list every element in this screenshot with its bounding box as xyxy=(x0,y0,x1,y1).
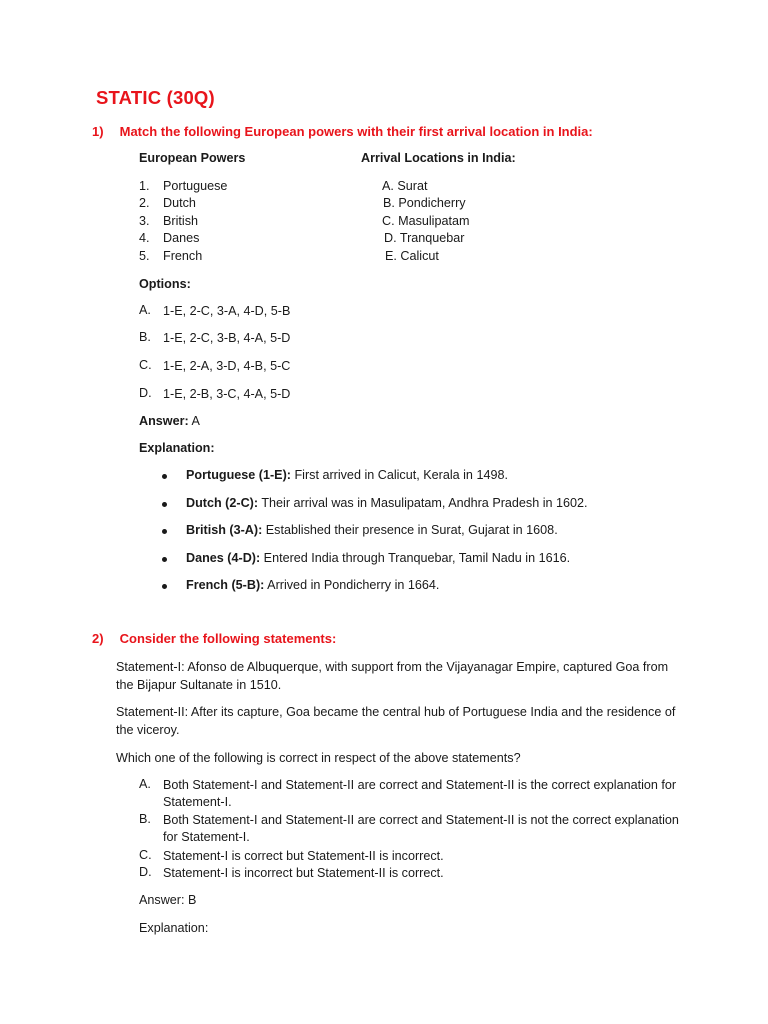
option-text: 1-E, 2-C, 3-B, 4-A, 5-D xyxy=(163,331,291,345)
explanation-key: Dutch (2-C): xyxy=(186,496,259,510)
question-2-answer: Answer: B xyxy=(139,893,197,907)
question-2-prompt: Which one of the following is correct in respect of the above statements? xyxy=(116,751,521,765)
option-text: 1-E, 2-B, 3-C, 4-A, 5-D xyxy=(163,387,291,401)
statement-2: Statement-II: After its capture, Goa became the central hub of Portuguese India and the residence of the viceroy. xyxy=(116,705,676,737)
question-2-heading xyxy=(92,631,336,646)
column-header-european-powers: European Powers xyxy=(139,151,246,165)
list-item-location: D. Tranquebar xyxy=(384,231,465,245)
bullet-icon xyxy=(162,529,167,534)
bullet-icon xyxy=(162,502,167,507)
list-item-number: 3. xyxy=(139,214,150,228)
question-1-text: Match the following European powers with their first arrival location in India: xyxy=(119,124,593,139)
explanation-key: Portuguese (1-E): xyxy=(186,468,291,482)
explanation-text: Their arrival was in Masulipatam, Andhra Pradesh in 1602. xyxy=(258,496,588,510)
list-item xyxy=(186,578,439,592)
explanation-key: Danes (4-D): xyxy=(186,551,261,565)
list-item xyxy=(186,496,588,510)
list-item-location: C. Masulipatam xyxy=(382,214,470,228)
option-text: Both Statement-I and Statement-II are correct and Statement-II is not the correct explanation for Statement-I. xyxy=(163,813,679,844)
explanation-key: French (5-B): xyxy=(186,578,265,592)
list-item xyxy=(186,551,570,565)
options-label: Options: xyxy=(139,277,191,291)
list-item-number: 2. xyxy=(139,196,150,210)
list-item-power: British xyxy=(163,214,198,228)
list-item-location: A. Surat xyxy=(382,179,428,193)
list-item xyxy=(186,468,508,482)
explanation-text: First arrived in Calicut, Kerala in 1498. xyxy=(290,468,508,482)
question-1-answer xyxy=(139,413,200,430)
statement-1: Statement-I: Afonso de Albuquerque, with support from the Vijayanagar Empire, captured Goa from the Bijapur Sultanate in 1510. xyxy=(116,660,669,692)
list-item-power: Danes xyxy=(163,231,200,245)
list-item-number: 5. xyxy=(139,249,150,263)
option-text: Both Statement-I and Statement-II are correct and Statement-II is the correct explanation for Statement-I. xyxy=(163,778,677,809)
list-item xyxy=(186,523,558,537)
question-1-heading xyxy=(92,124,593,139)
list-item-power: French xyxy=(163,249,203,263)
option-letter: D. xyxy=(139,865,152,879)
bullet-icon xyxy=(162,584,167,589)
option-text: Statement-I is correct but Statement-II is incorrect. xyxy=(163,849,444,863)
option-letter: D. xyxy=(139,386,152,400)
question-2-text: Consider the following statements: xyxy=(119,631,337,646)
option-letter: B. xyxy=(139,330,151,344)
option-letter: A. xyxy=(139,777,151,791)
option-letter: C. xyxy=(139,848,152,862)
list-item-power: Dutch xyxy=(163,196,196,210)
column-header-arrival-locations: Arrival Locations in India: xyxy=(361,151,516,165)
list-item-number: 4. xyxy=(139,231,150,245)
list-item-number: 1. xyxy=(139,179,150,193)
list-item-location: E. Calicut xyxy=(385,249,439,263)
option-letter: C. xyxy=(139,358,152,372)
answer-value: A xyxy=(188,414,200,428)
bullet-icon xyxy=(162,557,167,562)
list-item-location: B. Pondicherry xyxy=(383,196,466,210)
question-2-explanation-label: Explanation: xyxy=(139,921,209,935)
bullet-icon xyxy=(162,474,167,479)
explanation-text: Entered India through Tranquebar, Tamil Nadu in 1616. xyxy=(260,551,571,565)
option-text: 1-E, 2-A, 3-D, 4-B, 5-C xyxy=(163,359,291,373)
option-letter: A. xyxy=(139,303,151,317)
option-text: Statement-I is incorrect but Statement-II is correct. xyxy=(163,866,444,880)
question-2-number: 2) xyxy=(92,631,104,646)
explanation-text: Arrived in Pondicherry in 1664. xyxy=(264,578,440,592)
explanation-key: British (3-A): xyxy=(186,523,263,537)
explanation-label: Explanation: xyxy=(139,441,215,455)
page-title: STATIC (30Q) xyxy=(96,87,215,108)
explanation-text: Established their presence in Surat, Gujarat in 1608. xyxy=(262,523,558,537)
option-text: 1-E, 2-C, 3-A, 4-D, 5-B xyxy=(163,304,291,318)
option-letter: B. xyxy=(139,812,151,826)
list-item-power: Portuguese xyxy=(163,179,228,193)
question-1-number: 1) xyxy=(92,124,104,139)
answer-label: Answer: xyxy=(139,414,189,428)
